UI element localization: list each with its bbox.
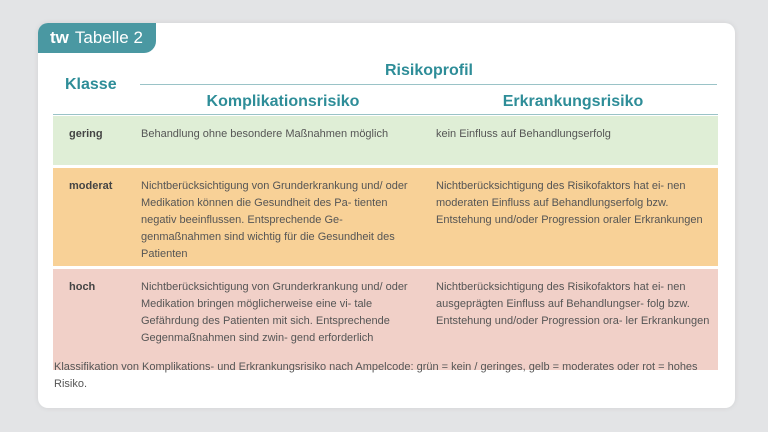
header-bottom-divider	[53, 114, 718, 115]
header-divider	[140, 84, 717, 85]
row-erkrankung: Nichtberücksichtigung des Risikofaktors hat ei- nen ausgeprägten Einfluss auf Behandlungser- folg bzw. Entstehung und/oder Progression ora- ler Erkrankungen	[436, 281, 710, 327]
row-class: gering	[69, 128, 103, 140]
table-caption: Klassifikation von Komplikations- und Erkrankungsrisiko nach Ampelcode: grün = kein / geringes, gelb = moderates oder rot = hohes Risiko.	[54, 361, 698, 390]
table-label: Tabelle 2	[74, 28, 143, 47]
brand-logo: tw	[50, 28, 69, 47]
row-class: moderat	[69, 180, 113, 192]
table-card	[38, 23, 735, 408]
table-row-gering	[53, 116, 718, 165]
row-komplikation: Behandlung ohne besondere Maßnahmen möglich	[141, 128, 389, 140]
row-class: hoch	[69, 281, 96, 293]
row-komplikation: Nichtberücksichtigung von Grunderkrankung und/ oder Medikation bringen möglicherweise eine vi- tale Gefährdung des Patienten mit sich. Entsprechende Gegenmaßnahmen sind zwin- gend erforderlich	[141, 281, 408, 344]
row-komplikation: Nichtberücksichtigung von Grunderkrankung und/ oder Medikation können die Gesundheit des Pa- tienten negativ beeinflussen. Entsprechende Ge- genmaßnahmen sind wichtig für die Gesundheit des Patienten	[141, 180, 408, 260]
header-klasse: Klasse	[65, 76, 117, 93]
table-row-moderat	[53, 168, 718, 266]
header-komplikationsrisiko: Komplikationsrisiko	[206, 93, 360, 110]
header-erkrankungsrisiko: Erkrankungsrisiko	[502, 93, 644, 110]
table-row-hoch	[53, 269, 718, 370]
header-risikoprofil: Risikoprofil	[384, 62, 473, 79]
row-erkrankung: kein Einfluss auf Behandlungserfolg	[436, 128, 611, 140]
row-erkrankung: Nichtberücksichtigung des Risikofaktors hat ei- nen moderaten Einfluss auf Behandlungserfolg bzw. Entstehung und/oder Progression oraler Erkrankungen	[436, 180, 703, 226]
table-tab	[38, 23, 156, 53]
